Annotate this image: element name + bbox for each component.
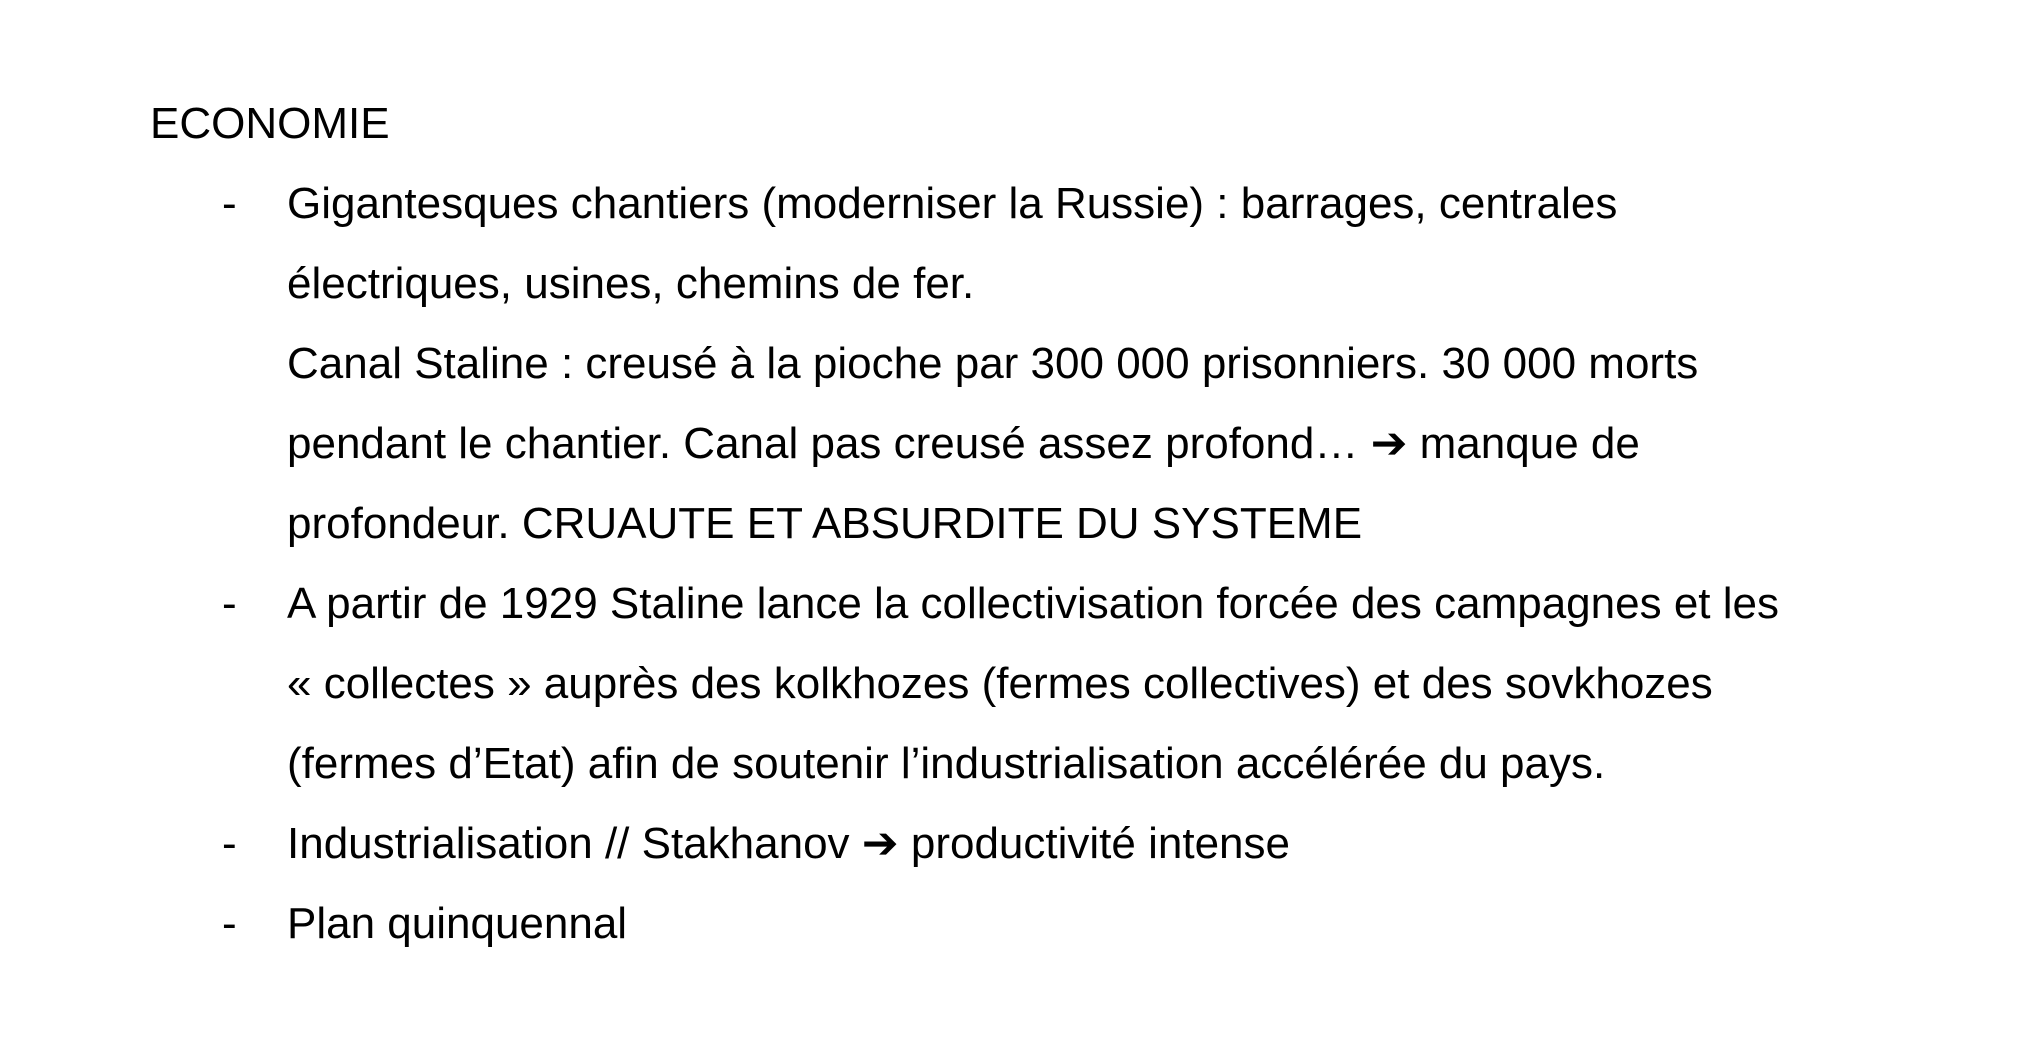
bullet-dash: - — [222, 179, 237, 228]
text-line: (fermes d’Etat) afin de soutenir l’industrialisation accélérée du pays. — [287, 739, 1606, 788]
section-heading: ECONOMIE — [150, 99, 390, 148]
text-line: Canal Staline : creusé à la pioche par 300 000 prisonniers. 30 000 morts — [287, 339, 1699, 388]
text-line: électriques, usines, chemins de fer. — [287, 259, 975, 308]
bullet-dash: - — [222, 899, 237, 948]
text-line: « collectes » auprès des kolkhozes (fermes collectives) et des sovkhozes — [287, 659, 1713, 708]
bullet-item-plan-quinquennal — [150, 884, 1940, 964]
bullet-dash: - — [222, 819, 237, 868]
text-line: Gigantesques chantiers (moderniser la Russie) : barrages, centrales — [287, 179, 1618, 228]
text-line: Industrialisation // Stakhanov ➔ productivité intense — [287, 819, 1290, 868]
text-line: pendant le chantier. Canal pas creusé assez profond… ➔ manque de — [287, 419, 1640, 468]
bullet-item-chantiers — [150, 164, 1940, 564]
text-line: A partir de 1929 Staline lance la collectivisation forcée des campagnes et les — [287, 579, 1779, 628]
bullet-dash: - — [222, 579, 237, 628]
bullet-item-industrialisation — [150, 804, 1940, 884]
text-line: Plan quinquennal — [287, 899, 628, 948]
notes-section — [150, 84, 1940, 964]
text-line: profondeur. CRUAUTE ET ABSURDITE DU SYSTEME — [287, 499, 1363, 548]
bullet-item-collectivisation — [150, 564, 1940, 804]
